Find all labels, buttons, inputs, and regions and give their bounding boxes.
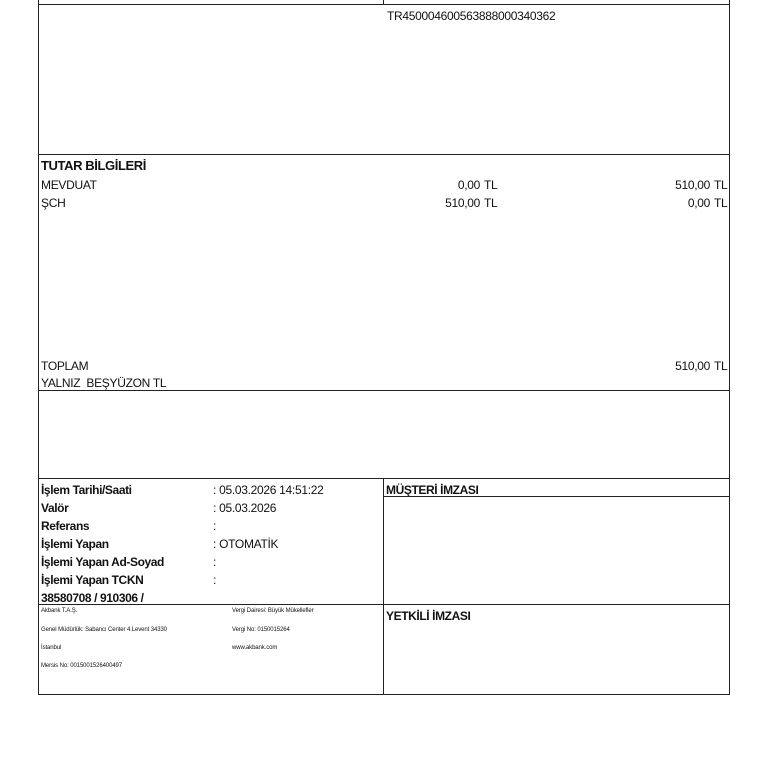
- amounts-title: TUTAR BİLGİLERİ: [41, 158, 146, 173]
- transaction-date-value: : 05.03.2026 14:51:22: [213, 483, 324, 497]
- iban-text: TR450004600563888000340362: [387, 9, 556, 23]
- footer-city: İstanbul: [41, 645, 62, 651]
- operator-label: İşlemi Yapan: [41, 537, 109, 551]
- operator-name-value: :: [213, 555, 217, 569]
- reference-label: Referans: [41, 519, 90, 533]
- total-currency: TL: [714, 359, 728, 373]
- operator-tckn-label: İşlemi Yapan TCKN: [41, 573, 144, 587]
- authorized-signature-label: YETKİLİ İMZASI: [386, 609, 471, 623]
- operator-name-label: İşlemi Yapan Ad-Soyad: [41, 555, 164, 569]
- operator-tckn-value: :: [213, 573, 217, 587]
- amounts-bottom-border: [38, 390, 730, 391]
- footer-website: www.akbank.com: [232, 645, 278, 651]
- reference-value: :: [213, 519, 217, 533]
- amount-row-credit-currency: TL: [714, 178, 728, 192]
- amount-row-credit: 510,00: [675, 178, 710, 192]
- value-date-label: Valör: [41, 501, 69, 515]
- transaction-extra-reference: 38580708 / 910306 /: [41, 591, 144, 605]
- footer-headquarters: Genel Müdürlük: Sabancı Center 4.Levent 34330: [41, 627, 167, 633]
- details-column-divider: [383, 478, 384, 695]
- amount-row-debit: 510,00: [445, 196, 480, 210]
- top-border: [38, 4, 730, 5]
- footer-tax-number: Vergi No: 0150015264: [232, 627, 290, 633]
- footer-company: Akbank T.A.Ş.: [41, 608, 78, 614]
- amount-row-credit-currency: TL: [714, 196, 728, 210]
- value-date-value: : 05.03.2026: [213, 501, 277, 515]
- amount-row-label: MEVDUAT: [41, 178, 97, 192]
- amount-row-debit-currency: TL: [484, 178, 498, 192]
- bottom-border: [38, 694, 730, 695]
- total-label: TOPLAM: [41, 359, 89, 373]
- operator-value: : OTOMATİK: [213, 537, 279, 551]
- total-value: 510,00: [675, 359, 710, 373]
- amount-in-words: YALNIZ BEŞYÜZON TL: [41, 376, 167, 390]
- customer-signature-label: MÜŞTERİ İMZASI: [386, 483, 479, 497]
- details-top-border: [38, 478, 730, 479]
- amount-row-debit-currency: TL: [484, 196, 498, 210]
- amounts-top-border: [38, 154, 730, 155]
- transaction-date-label: İşlem Tarihi/Saati: [41, 483, 132, 497]
- amount-row-label: ŞCH: [41, 196, 66, 210]
- top-divider-stub: [383, 0, 384, 5]
- frame-left-border: [38, 0, 39, 695]
- amount-row-debit: 0,00: [457, 178, 480, 192]
- amount-row-credit: 0,00: [687, 196, 710, 210]
- footer-mersis: Mersis No: 0015001526400497: [41, 663, 123, 669]
- footer-tax-office: Vergi Dairesi: Büyük Mükellefler: [232, 608, 314, 614]
- frame-right-border: [729, 0, 730, 695]
